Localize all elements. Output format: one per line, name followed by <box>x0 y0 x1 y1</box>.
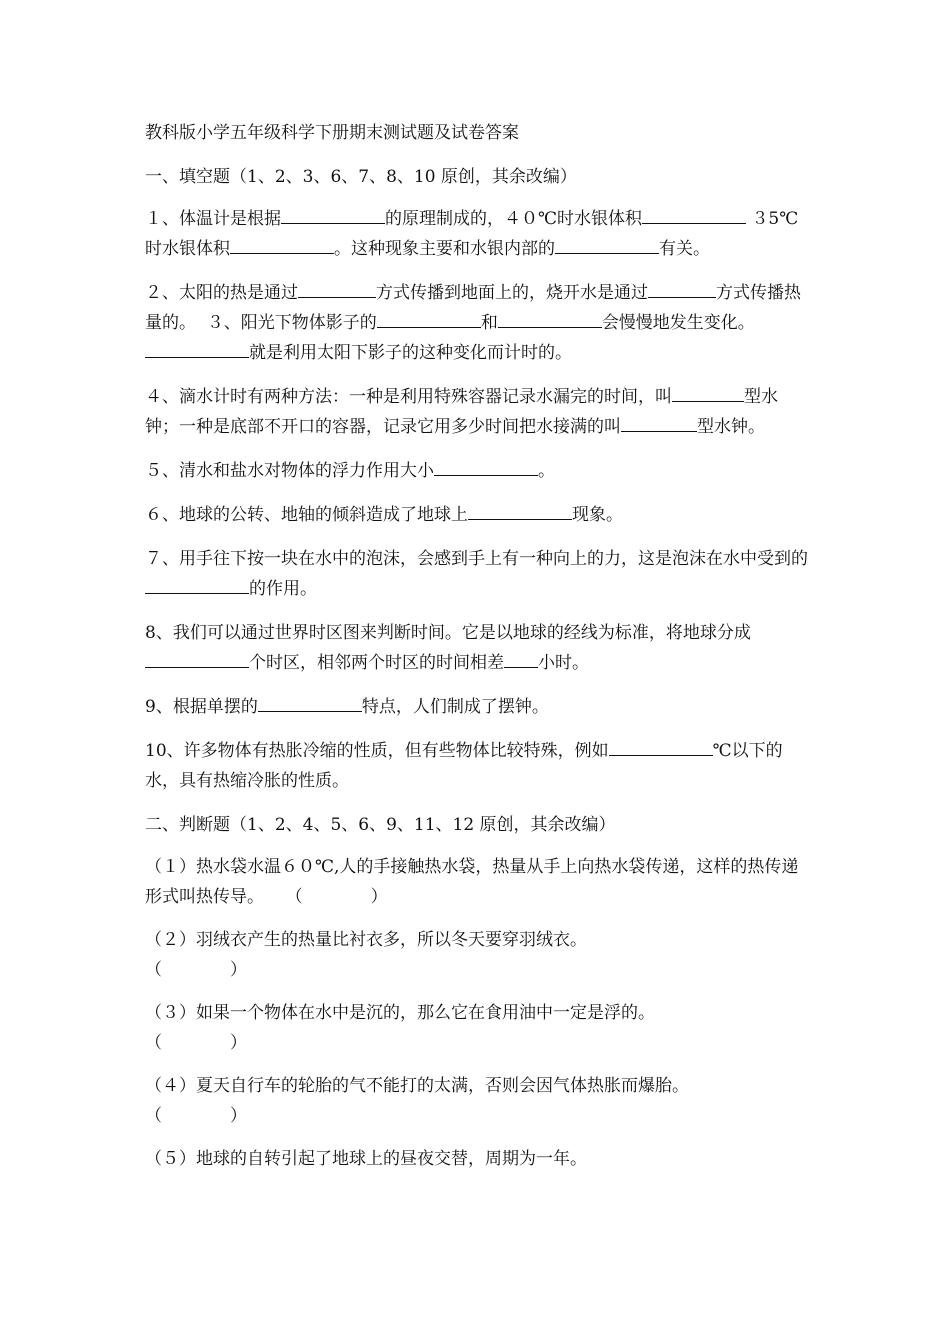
question-text: 型水钟。 <box>697 417 765 437</box>
question-1 <box>145 204 810 264</box>
question-text: １、体温计是根据 <box>145 209 281 229</box>
question-text: ３、阳光下物体影子的 <box>206 313 377 333</box>
question-text: ７、用手往下按一块在水中的泡沫，会感到手上有一种向上的力，这是泡沫在水中受到的 <box>145 549 808 569</box>
question-text: 方式传播热量的。 <box>145 283 801 333</box>
answer-blank[interactable] <box>672 383 714 402</box>
answer-blank[interactable] <box>145 649 249 668</box>
question-text: 。这种现象主要和水银内部的 <box>334 239 555 259</box>
section-true-false-heading: 二、判断题（1、2、4、5、6、9、11、12 原创，其余改编） <box>145 815 616 835</box>
question-6 <box>145 500 810 530</box>
question-7 <box>145 544 810 604</box>
judge-text: （５）地球的自转引起了地球上的昼夜交替，周期为一年。 <box>145 1149 587 1169</box>
answer-parentheses[interactable]: （ ） <box>145 1033 247 1053</box>
question-text: 方式传播到地面上的，烧开水是通过 <box>376 283 648 303</box>
question-text: 的作用。 <box>249 579 317 599</box>
question-text: 有关。 <box>659 239 710 259</box>
question-text: ℃以下的水，具有热缩冷胀的性质。 <box>145 741 783 791</box>
question-text: 9、根据单摆的 <box>145 697 258 717</box>
question-10 <box>145 736 810 796</box>
answer-blank[interactable] <box>498 309 602 328</box>
answer-blank[interactable] <box>555 235 659 254</box>
judge-item-4 <box>145 1071 810 1131</box>
question-text: ６、地球的公转、地轴的倾斜造成了地球上 <box>145 505 468 525</box>
answer-blank[interactable] <box>434 457 538 476</box>
answer-blank[interactable] <box>230 235 334 254</box>
question-text: 小时。 <box>538 653 589 673</box>
answer-blank[interactable] <box>648 279 716 298</box>
question-text: 8、我们可以通过世界时区图来判断时间。它是以地球的经线为标准，将地球分成 <box>145 623 751 643</box>
answer-blank[interactable] <box>145 339 249 358</box>
answer-parentheses[interactable]: （ ） <box>145 1106 247 1126</box>
document-title: 教科版小学五年级科学下册期末测试题及试卷答案 <box>145 123 519 143</box>
judge-text: （３）如果一个物体在水中是沉的，那么它在食用油中一定是浮的。 <box>145 1003 655 1023</box>
question-text: 特点，人们制成了摆钟。 <box>361 697 549 717</box>
question-text: 。 <box>538 461 555 481</box>
question-text: 的原理制成的，４０℃时水银体积 <box>385 209 643 229</box>
answer-parentheses[interactable]: （ ） <box>285 887 388 907</box>
question-text: ５、清水和盐水对物体的浮力作用大小 <box>145 461 434 481</box>
question-text: 和 <box>480 313 498 333</box>
judge-item-3 <box>145 998 810 1058</box>
document-page <box>145 118 810 1187</box>
question-2-3 <box>145 278 810 368</box>
answer-blank[interactable] <box>258 693 362 712</box>
judge-text: （１）热水袋水温６０℃,人的手接触热水袋，热量从手上向热水袋传递，这样的热传递形式叫热传导。 <box>145 857 799 907</box>
question-text: ２、太阳的热是通过 <box>145 283 298 303</box>
question-text: ４、滴水计时有两种方法：一种是利用特殊容器记录水漏完的时间，叫 <box>145 387 672 407</box>
answer-blank[interactable] <box>377 309 481 328</box>
question-text: 就是利用太阳下影子的这种变化而计时的。 <box>249 343 572 363</box>
answer-blank[interactable] <box>298 279 376 298</box>
judge-item-2 <box>145 925 810 985</box>
judge-text: （４）夏天自行车的轮胎的气不能打的太满，否则会因气体热胀而爆胎。 <box>145 1076 689 1096</box>
section-fill-in-heading: 一、填空题（1、2、3、6、7、8、10 原创，其余改编） <box>145 167 577 187</box>
question-text: 型水钟；一种是底部不开口的容器，记录它用多少时间把水接满的叫 <box>145 387 778 437</box>
answer-blank[interactable] <box>642 205 746 224</box>
question-9 <box>145 692 810 722</box>
judge-item-5 <box>145 1144 810 1174</box>
question-5 <box>145 456 810 486</box>
answer-blank[interactable] <box>621 413 655 432</box>
judge-text: （２）羽绒衣产生的热量比衬衣多，所以冬天要穿羽绒衣。 <box>145 930 587 950</box>
question-text: 现象。 <box>572 505 623 525</box>
answer-parentheses[interactable]: （ ） <box>145 960 247 980</box>
answer-blank[interactable] <box>655 413 697 432</box>
answer-blank[interactable] <box>468 501 572 520</box>
answer-blank[interactable] <box>504 649 538 668</box>
question-8 <box>145 618 810 678</box>
question-text: 10、许多物体有热胀冷缩的性质，但有些物体比较特殊，例如 <box>145 741 609 761</box>
answer-blank[interactable] <box>609 737 713 756</box>
question-text: 会慢慢地发生变化。 <box>601 313 755 333</box>
question-text: 个时区，相邻两个时区的时间相差 <box>249 653 504 673</box>
judge-item-1 <box>145 852 810 912</box>
answer-blank[interactable] <box>714 383 744 402</box>
question-4 <box>145 382 810 442</box>
answer-blank[interactable] <box>145 575 249 594</box>
question-text: ３5℃时水银体积 <box>145 209 799 259</box>
answer-blank[interactable] <box>281 205 385 224</box>
